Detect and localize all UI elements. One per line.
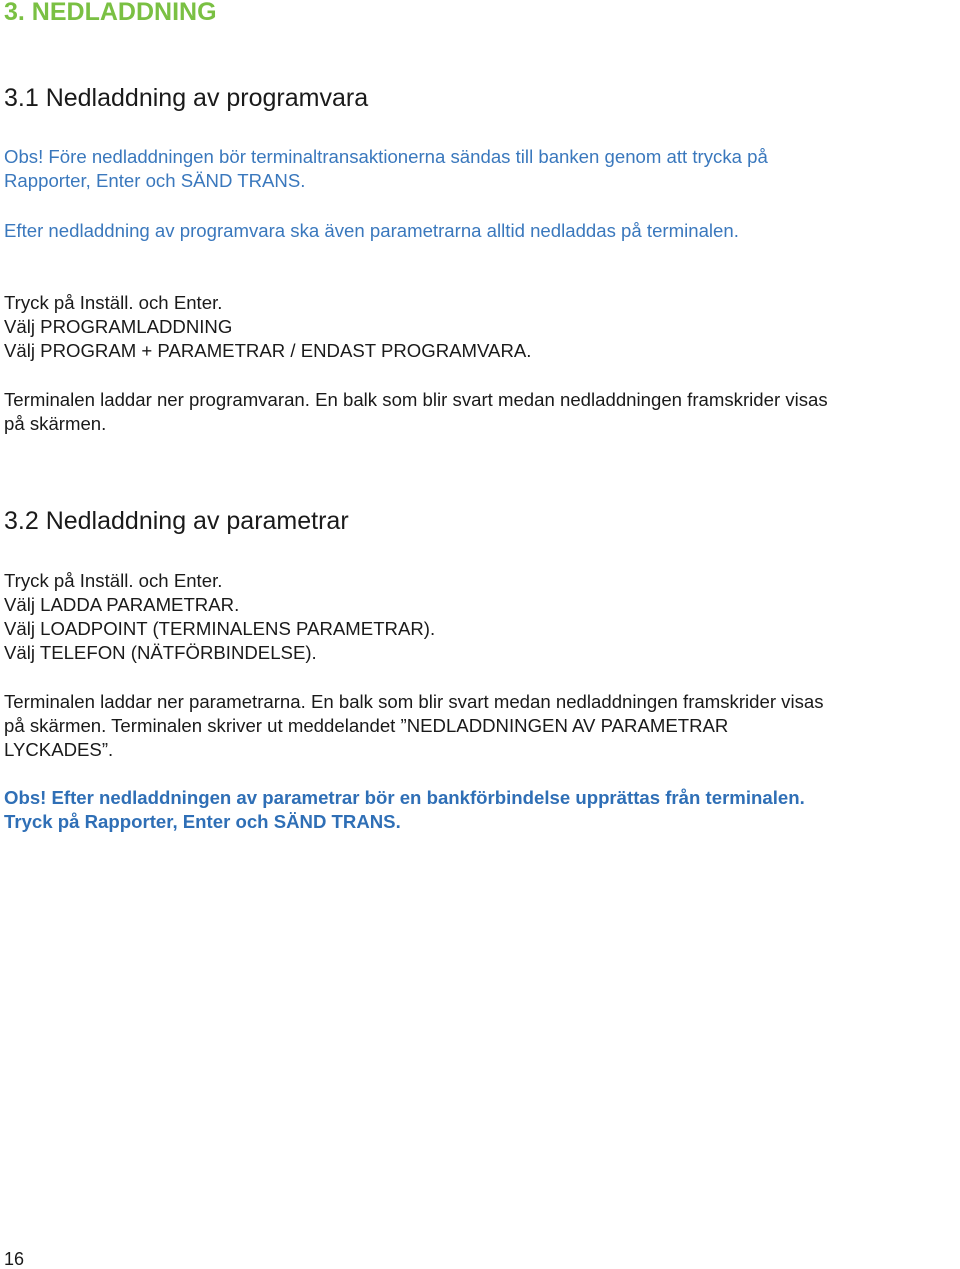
page-number: 16 [4, 1249, 25, 1269]
result-line: på skärmen. [4, 413, 107, 434]
result-software [4, 388, 959, 436]
steps-parameters [4, 569, 959, 665]
note-line: Tryck på Rapporter, Enter och SÄND TRANS. [4, 811, 401, 832]
note-parameters-after-software [4, 219, 959, 243]
result-line: LYCKADES”. [4, 739, 114, 760]
step-line: Välj PROGRAM + PARAMETRAR / ENDAST PROGRAMVARA. [4, 340, 532, 361]
result-parameters [4, 690, 959, 762]
step-line: Välj LADDA PARAMETRAR. [4, 594, 240, 615]
note-line: Efter nedladdning av programvara ska även parametrarna alltid nedladdas på terminalen. [4, 220, 739, 241]
result-line: Terminalen laddar ner programvaran. En balk som blir svart medan nedladdningen framskrider visas [4, 389, 828, 410]
section-title: 3. NEDLADDNING [4, 0, 217, 26]
subsection-title-parameters: 3.2 Nedladdning av parametrar [4, 507, 349, 535]
note-before-download [4, 145, 959, 193]
result-line: Terminalen laddar ner parametrarna. En balk som blir svart medan nedladdningen framskrider visas [4, 691, 824, 712]
note-line: Rapporter, Enter och SÄND TRANS. [4, 170, 306, 191]
result-line: på skärmen. Terminalen skriver ut meddelandet ”NEDLADDNINGEN AV PARAMETRAR [4, 715, 729, 736]
step-line: Välj LOADPOINT (TERMINALENS PARAMETRAR). [4, 618, 436, 639]
subsection-title-software: 3.1 Nedladdning av programvara [4, 84, 369, 112]
step-line: Välj PROGRAMLADDNING [4, 316, 233, 337]
note-after-parameters [4, 786, 959, 834]
step-line: Tryck på Inställ. och Enter. [4, 570, 223, 591]
note-line: Obs! Före nedladdningen bör terminaltransaktionerna sändas till banken genom att trycka på [4, 146, 768, 167]
step-line: Tryck på Inställ. och Enter. [4, 292, 223, 313]
steps-software [4, 291, 959, 363]
note-line: Obs! Efter nedladdningen av parametrar bör en bankförbindelse upprättas från terminalen. [4, 787, 805, 808]
step-line: Välj TELEFON (NÄTFÖRBINDELSE). [4, 642, 317, 663]
